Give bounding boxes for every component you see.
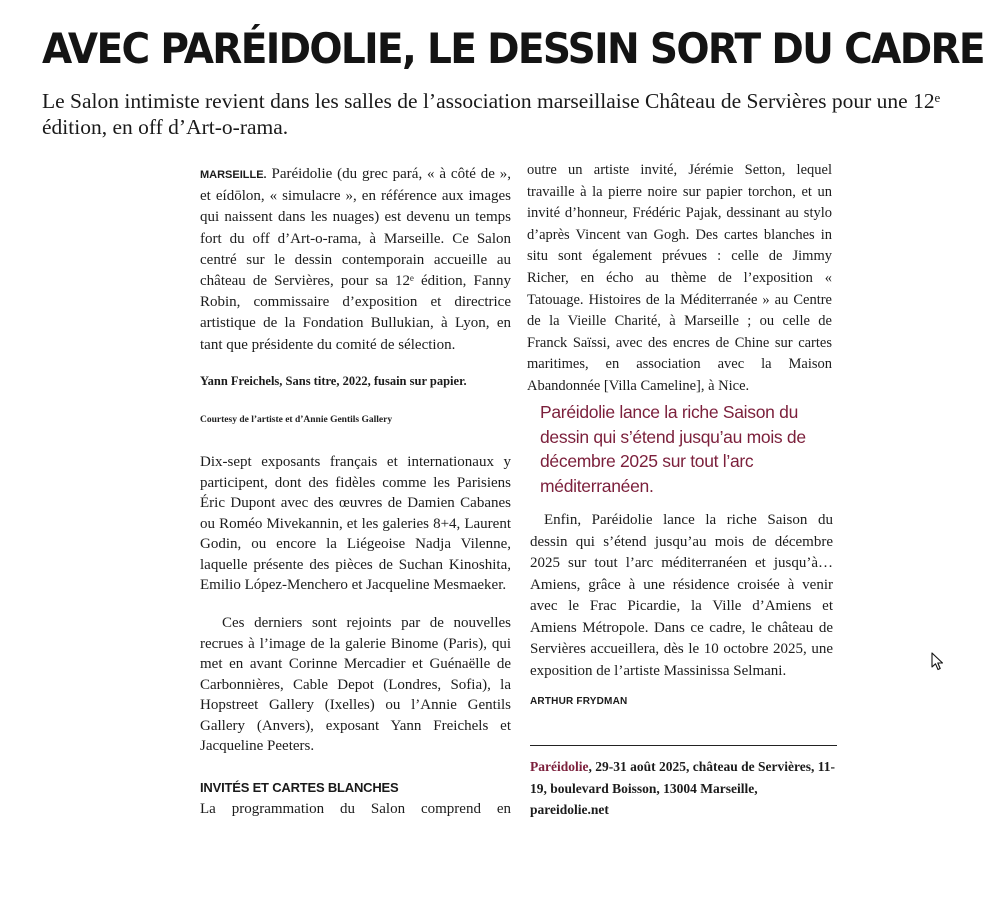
author-byline: ARTHUR FRYDMAN: [530, 696, 628, 707]
pull-quote: Paréidolie lance la riche Saison du dessin qui s’étend jusqu’au mois de décembre 2025 sur tout l’arc méditerranéen.: [540, 402, 806, 496]
section-heading: INVITÉS ET CARTES BLANCHES: [200, 780, 399, 795]
exposants-paragraph: [200, 452, 511, 596]
headline: AVEC PARÉIDOLIE, LE DESSIN SORT DU CADRE: [42, 24, 984, 73]
exposants-text: Dix-sept exposants français et internationaux y participent, dont des fidèles comme les Parisiens Éric Dupont avec des œuvres de Damien Cabanes ou Roméo Mivekannin, et les galeries 8+4, Laurent Godin, ou encore la Liégeoise Nadja Vilenne, laquelle présente des pièces de Suchan Kinoshita, Emilio López-Menchero et Jacqueline Mesmaeker.: [200, 454, 511, 593]
dateline: MARSEILLE.: [200, 169, 267, 181]
intro-paragraph: Paréidolie (du grec pará, « à côté de », et eídōlon, « simulacre », en référence aux images qui naissent dans les nuages) est devenu un temps fort du off d’Art-o-rama, à Marseille. Ce Salon centré sur le dessin contemporain accueille au château de Servières, pour sa 12ᵉ édition, Fanny Robin, commissaire d’exposition et directrice artistique de la Fondation Bullukian, à Lyon, en tant que présidente du comité de sélection.: [200, 166, 512, 353]
image-credit: Courtesy de l’artiste et d’Annie Gentils Gallery: [200, 415, 393, 425]
column-two-text: outre un artiste invité, Jérémie Setton, lequel travaille à la pierre noire sur papier torchon, et un invité d’honneur, Frédéric Pajak, dessinant au stylo d’après Vincent van Gogh. Des cartes blanches in situ sont également prévues : celle de Jimmy Richer, en écho au thème de l’exposition « Tatouage. Histoires de la Méditerranée » au Centre de la Vieille Charité, à Marseille ; ou celle de Franck Saïssi, avec des encres de Chine sur cartes maritimes, en association avec la Maison Abandonnée [Villa Cameline], à Nice.: [527, 162, 832, 394]
event-name: Paréidolie: [530, 759, 589, 774]
standfirst: Le Salon intimiste revient dans les salles de l’association marseillaise Château de Servières pour une 12ᵉ édition, en off d’Art-o-rama.: [42, 89, 941, 139]
recrues-text: Ces derniers sont rejoints par de nouvelles recrues à l’image de la galerie Binome (Paris), qui met en avant Corinne Mercadier et Guénaëlle de Carbonnières, Cable Depot (Londres, Sofia), la Hopstreet Gallery (Ixelles) ou l’Annie Gentils Gallery (Anvers), exposant Yann Freichels et Jacqueline Peeters.: [200, 615, 511, 754]
mouse-pointer-icon: [930, 652, 946, 672]
programme-paragraph: [200, 798, 511, 820]
enfin-paragraph: [530, 510, 833, 682]
info-divider: [530, 745, 837, 746]
image-caption: Yann Freichels, Sans titre, 2022, fusain sur papier.: [200, 374, 467, 388]
programme-text: La programmation du Salon comprend en: [200, 801, 511, 817]
column-two-paragraph: [527, 160, 832, 398]
intro-paragraph-block: [200, 164, 511, 356]
event-info-box: [530, 756, 835, 821]
event-details: , 29-31 août 2025, château de Servières, 11-19, boulevard Boisson, 13004 Marseille, pareidolie.net: [530, 759, 835, 817]
recrues-paragraph: [200, 613, 511, 757]
enfin-text: Enfin, Paréidolie lance la riche Saison du dessin qui s’étend jusqu’au mois de décembre 2025 sur tout l’arc méditerranéen et jusqu’à… Amiens, grâce à une résidence croisée à venir avec le Frac Picardie, la Ville d’Amiens et Amiens Métropole. Dans ce cadre, le château de Servières accueillera, dès le 10 octobre 2025, une exposition de l’artiste Massinissa Selmani.: [530, 512, 833, 679]
